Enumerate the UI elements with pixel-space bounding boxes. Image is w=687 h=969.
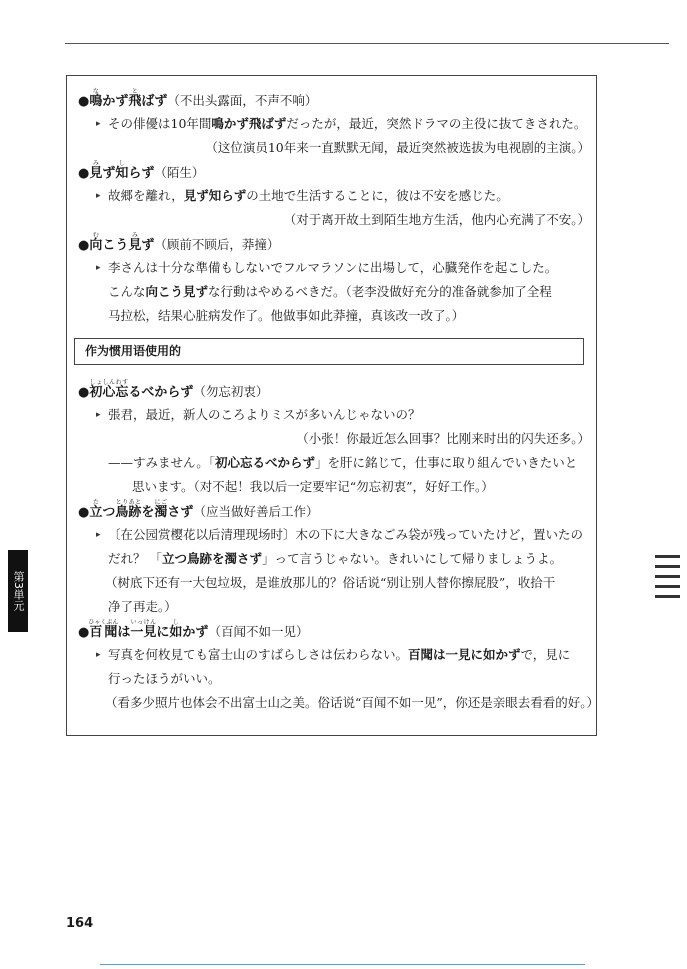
example-line-ex: [78, 403, 590, 427]
kanji-text: 一見: [130, 625, 157, 640]
heading-kanji: [154, 499, 168, 520]
kanji-text: 百聞: [88, 625, 119, 640]
furigana: と: [128, 88, 142, 95]
furigana: み: [89, 160, 103, 167]
heading-kana: るべからず: [128, 385, 194, 400]
example-line-cont: [78, 304, 590, 328]
heading-gloss: （应当做好善后工作）: [193, 504, 319, 519]
heading-kanji: [88, 619, 119, 640]
heading-kana: さず: [167, 505, 194, 520]
footer-rule: [100, 964, 585, 965]
kanji-text: 見: [89, 166, 103, 181]
example-line-ex: [78, 523, 590, 547]
page-number: 164: [66, 916, 94, 931]
example-line-ex: [78, 112, 590, 136]
example-line-cont: [78, 667, 590, 691]
entry-heading: [78, 619, 590, 643]
entry-heading: [78, 88, 590, 112]
line-text: 」を肝に銘じて，仕事に取り組んでいきたいと: [315, 455, 578, 470]
line-text: ——すみません。「: [108, 455, 216, 470]
line-text: 張君，最近，新人のころよりミスが多いんじゃないの？: [108, 407, 421, 422]
heading-kana: こう: [102, 238, 129, 253]
furigana: た: [89, 499, 103, 506]
line-text: 」って言うじゃない。きれいにして帰りましょうよ。: [262, 551, 563, 566]
bullet-icon: ●: [78, 238, 90, 253]
line-text: （树底下还有一大包垃圾，是谁放那儿的？俗话说“别让别人替你擦屁股”，收拾干: [105, 575, 556, 590]
highlighted-idiom: 見ず知らず: [183, 188, 247, 203]
furigana: し: [115, 160, 129, 167]
example-line-ex: [78, 184, 590, 208]
kanji-text: 立: [89, 505, 103, 520]
line-text: 马拉松，结果心脏病发作了。他做事如此莽撞，真该改一改了。）: [108, 308, 465, 323]
line-text: （这位演员10年来一直默默无闻，最近突然被选拔为电视剧的主演。）: [205, 140, 590, 155]
heading-kanji: [128, 232, 142, 253]
example-line-paren: [78, 691, 600, 715]
line-text: で，見に: [520, 647, 571, 662]
furigana: いっけん: [130, 619, 157, 626]
entry-heading: [78, 232, 590, 256]
line-text: 思います。（对不起！我以后一定要牢记“勿忘初衷”，好好工作。）: [132, 479, 494, 494]
kanji-text: 飛: [128, 94, 142, 109]
furigana: にご: [154, 499, 168, 506]
line-text: 故郷を離れ，: [108, 188, 184, 203]
edge-index-marks: [655, 555, 680, 615]
line-text: な行動はやめるべきだ。（老李没做好充分的准备就参加了全程: [208, 284, 552, 299]
heading-kana: らず: [128, 166, 155, 181]
line-text: （小张！你最近怎么回事？比刚来时出的闪失还多。）: [296, 431, 590, 446]
heading-kanji: [89, 160, 103, 181]
furigana: ひゃくぶん: [88, 619, 119, 626]
highlighted-idiom: 立つ鳥跡を濁さず: [161, 551, 262, 566]
kanji-text: 初心忘: [89, 385, 129, 400]
heading-kana: ず: [102, 166, 116, 181]
kanji-text: 鳥跡: [115, 505, 142, 520]
heading-kana: つ: [102, 505, 116, 520]
highlighted-idiom: 向こう見ず: [145, 284, 209, 299]
idiom-list: [78, 88, 600, 715]
example-line-cont: [78, 547, 590, 571]
heading-kanji: [115, 499, 142, 520]
kanji-text: 見: [128, 238, 142, 253]
highlighted-idiom: 初心忘るべからず: [215, 455, 316, 470]
heading-kana: かず: [182, 625, 209, 640]
line-text: （看多少照片也体会不出富士山之美。俗话说“百闻不如一见”，你还是亲眼去看看的好。）: [105, 695, 600, 710]
heading-kanji: [128, 88, 142, 109]
heading-kana: を: [141, 505, 155, 520]
example-line-right: [78, 136, 590, 160]
heading-gloss: （陌生）: [154, 165, 205, 180]
bullet-icon: ●: [78, 94, 90, 109]
entry-heading: [78, 499, 590, 523]
kanji-text: 鳴: [89, 94, 103, 109]
highlighted-idiom: 鳴かず飛ばず: [211, 116, 287, 131]
line-text: の土地で生活することに，彼は不安を感じた。: [246, 188, 509, 203]
entry-heading: [78, 160, 590, 184]
furigana: な: [89, 88, 103, 95]
line-text: だれ？ 「: [108, 551, 162, 566]
header-rule: [65, 43, 669, 44]
line-text: （对于离开故土到陌生地方生活，他内心充满了不安。）: [283, 212, 590, 227]
furigana: み: [128, 232, 142, 239]
example-line-cont: [78, 280, 590, 304]
heading-kana: かず: [102, 94, 129, 109]
line-text: 净了再走。）: [108, 599, 177, 614]
heading-kanji: [89, 232, 103, 253]
heading-gloss: （不出头露面，不声不响）: [167, 93, 318, 108]
highlighted-idiom: 百聞は一見に如かず: [408, 647, 521, 662]
heading-kana: ばず: [141, 94, 168, 109]
heading-kanji: [130, 619, 157, 640]
example-line-right: [78, 427, 590, 451]
furigana: とりあと: [115, 499, 142, 506]
line-text: 写真を何枚見ても富士山のすばらしさは伝わらない。: [108, 647, 409, 662]
example-line-ex: [78, 643, 590, 667]
example-line-dashcont: [78, 475, 590, 499]
example-line-paren: [78, 571, 590, 595]
heading-kanji: [89, 88, 103, 109]
line-text: 〔在公园赏樱花以后清理现场时〕木の下に大きなごみ袋が残っていたけど，置いたの: [108, 527, 584, 542]
kanji-text: 向: [89, 238, 103, 253]
line-text: だったが，最近，突然ドラマの主役に抜てきされた。: [286, 116, 587, 131]
kanji-text: 如: [169, 625, 183, 640]
heading-kana: に: [156, 625, 170, 640]
example-line-ex: [78, 256, 590, 280]
example-line-right: [78, 208, 590, 232]
example-line-dash: [78, 451, 590, 475]
furigana: し: [169, 619, 183, 626]
bullet-icon: ●: [78, 385, 90, 400]
kanji-text: 知: [115, 166, 129, 181]
entry-heading: [78, 379, 590, 403]
bullet-icon: ●: [78, 166, 90, 181]
example-line-cont: [78, 595, 590, 619]
line-text: 行ったほうがいい。: [108, 671, 221, 686]
line-text: その俳優は10年間: [108, 116, 212, 131]
heading-gloss: （勿忘初衷）: [193, 384, 269, 399]
kanji-text: 濁: [154, 505, 168, 520]
section-subheading: 作为惯用语使用的: [74, 338, 584, 365]
line-text: こんな: [108, 284, 146, 299]
furigana: む: [89, 232, 103, 239]
bullet-icon: ●: [78, 505, 90, 520]
heading-gloss: （顾前不顾后，莽撞）: [154, 237, 280, 252]
unit-side-tab: 第3単元: [8, 550, 28, 632]
heading-kana: ず: [141, 238, 155, 253]
heading-kanji: [89, 379, 129, 400]
furigana: しょしんわす: [89, 379, 129, 386]
heading-kana: は: [117, 625, 131, 640]
bullet-icon: ●: [78, 625, 90, 640]
line-text: 李さんは十分な準備もしないでフルマラソンに出場して，心臓発作を起こした。: [108, 260, 558, 275]
heading-kanji: [89, 499, 103, 520]
heading-gloss: （百闻不如一见）: [208, 624, 309, 639]
heading-kanji: [169, 619, 183, 640]
heading-kanji: [115, 160, 129, 181]
